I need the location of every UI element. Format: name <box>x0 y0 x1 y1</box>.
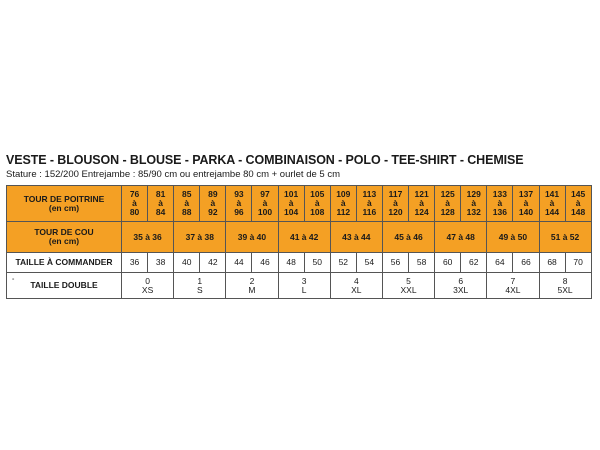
neck-range-cell: 49 à 50 <box>487 222 539 253</box>
double-size-number: 3 <box>301 275 307 286</box>
chest-range-cell: 145 à 148 <box>565 186 591 222</box>
order-size-cell: 46 <box>252 253 278 273</box>
neck-label: TOUR DE COU (en cm) <box>7 222 122 253</box>
chest-range-cell: 97 à 100 <box>252 186 278 222</box>
order-size-cell: 48 <box>278 253 304 273</box>
size-chart-table <box>6 185 592 299</box>
double-size-number: 2 <box>249 275 255 286</box>
double-size-name: S <box>196 284 203 295</box>
double-size-name: 4XL <box>505 284 521 295</box>
neck-range-cell: 51 à 52 <box>539 222 591 253</box>
chest-range-cell: 85 à 88 <box>174 186 200 222</box>
page-title: VESTE - BLOUSON - BLOUSE - PARKA - COMBINAISON - POLO - TEE-SHIRT - CHEMISE <box>6 153 524 167</box>
double-size-number: 6 <box>458 275 464 286</box>
chest-range-cell: 141 à 144 <box>539 186 565 222</box>
chest-range-cell: 81 à 84 <box>148 186 174 222</box>
order-size-cell: 64 <box>487 253 513 273</box>
chest-range-cell: 109 à 112 <box>330 186 356 222</box>
double-size-cell <box>278 273 330 299</box>
chest-row <box>7 186 592 222</box>
double-size-cell <box>539 273 591 299</box>
chest-range-cell: 129 à 132 <box>461 186 487 222</box>
order-size-cell: 42 <box>200 253 226 273</box>
neck-range-cell: 35 à 36 <box>122 222 174 253</box>
double-size-name: L <box>301 284 307 295</box>
order-size-cell: 54 <box>356 253 382 273</box>
order-size-cell: 44 <box>226 253 252 273</box>
chest-range-cell: 76 à 80 <box>122 186 148 222</box>
order-size-cell: 50 <box>304 253 330 273</box>
double-size-cell <box>174 273 226 299</box>
row-marker: - <box>12 276 15 283</box>
order-size-cell: 38 <box>148 253 174 273</box>
order-size-cell: 58 <box>409 253 435 273</box>
neck-range-cell: 39 à 40 <box>226 222 278 253</box>
chest-range-cell: 89 à 92 <box>200 186 226 222</box>
chest-range-cell: 121 à 124 <box>409 186 435 222</box>
double-size-cell <box>435 273 487 299</box>
neck-range-cell: 43 à 44 <box>330 222 382 253</box>
double-size-name: 5XL <box>557 284 573 295</box>
order-size-cell: 66 <box>513 253 539 273</box>
chest-range-cell: 125 à 128 <box>435 186 461 222</box>
order-size-cell: 52 <box>330 253 356 273</box>
double-size-label: - TAILLE DOUBLE <box>7 273 122 299</box>
double-size-number: 0 <box>145 275 150 286</box>
double-size-number: 7 <box>510 275 516 286</box>
chest-range-cell: 117 à 120 <box>382 186 408 222</box>
double-size-cell <box>226 273 278 299</box>
double-size-name: XXL <box>400 284 417 295</box>
double-size-cell <box>330 273 382 299</box>
double-size-cell <box>487 273 539 299</box>
chest-label: TOUR DE POITRINE (en cm) <box>7 186 122 222</box>
order-size-row <box>7 253 592 273</box>
double-size-name: 3XL <box>453 284 469 295</box>
page-subtitle: Stature : 152/200 Entrejambe : 85/90 cm ou entrejambe 80 cm + ourlet de 5 cm <box>6 169 341 180</box>
neck-range-cell: 41 à 42 <box>278 222 330 253</box>
double-size-cell <box>382 273 434 299</box>
chest-range-cell: 93 à 96 <box>226 186 252 222</box>
neck-range-cell: 47 à 48 <box>435 222 487 253</box>
double-size-number: 8 <box>562 275 568 286</box>
double-size-cell <box>122 273 174 299</box>
double-size-row <box>7 273 592 299</box>
double-size-name: M <box>248 284 256 295</box>
chest-range-cell: 133 à 136 <box>487 186 513 222</box>
chest-range-cell: 105 à 108 <box>304 186 330 222</box>
order-size-cell: 60 <box>435 253 461 273</box>
double-size-number: 1 <box>197 275 203 286</box>
double-size-name: XL <box>351 284 362 295</box>
order-size-cell: 62 <box>461 253 487 273</box>
chest-range-cell: 101 à 104 <box>278 186 304 222</box>
order-size-cell: 56 <box>382 253 408 273</box>
order-size-cell: 68 <box>539 253 565 273</box>
neck-range-cell: 37 à 38 <box>174 222 226 253</box>
double-size-number: 4 <box>353 275 359 286</box>
double-size-number: 5 <box>406 275 411 286</box>
order-size-cell: 70 <box>565 253 591 273</box>
double-size-name: XS <box>141 284 154 295</box>
chest-range-cell: 113 à 116 <box>356 186 382 222</box>
chest-range-cell: 137 à 140 <box>513 186 539 222</box>
order-size-cell: 36 <box>122 253 148 273</box>
order-size-label: TAILLE À COMMANDER <box>7 253 122 273</box>
order-size-cell: 40 <box>174 253 200 273</box>
neck-range-cell: 45 à 46 <box>382 222 434 253</box>
neck-row <box>7 222 592 253</box>
